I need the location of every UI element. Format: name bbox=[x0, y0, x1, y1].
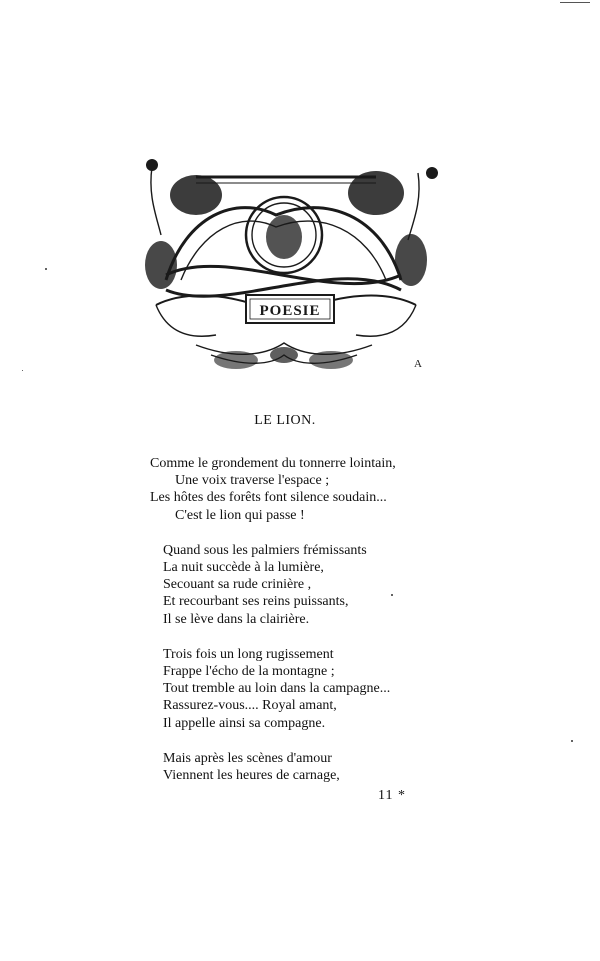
plate-letter: E bbox=[309, 303, 321, 319]
plate-letter: O bbox=[269, 303, 283, 319]
verse-line: Tout tremble au loin dans la campagne... bbox=[163, 681, 391, 697]
verse-line: Rassurez-vous.... Royal amant, bbox=[163, 698, 337, 714]
plate-letter: P bbox=[259, 303, 270, 319]
stanza bbox=[150, 750, 396, 784]
plate-letter: E bbox=[282, 303, 294, 319]
plate-letter: S bbox=[293, 303, 303, 319]
paper-speck bbox=[45, 268, 47, 270]
plate-letter: I bbox=[302, 303, 310, 319]
verse-line: Viennent les heures de carnage, bbox=[163, 768, 340, 784]
paper-speck bbox=[22, 370, 23, 371]
stanza bbox=[150, 646, 396, 732]
verse-line: Une voix traverse l'espace ; bbox=[175, 473, 330, 489]
verse-line: Il appelle ainsi sa compagne. bbox=[163, 715, 326, 731]
poem-body bbox=[150, 455, 396, 802]
stanza bbox=[150, 542, 396, 628]
signature-mark: 11 * bbox=[378, 788, 406, 803]
verse-line: Trois fois un long rugissement bbox=[163, 646, 334, 662]
verse-line: Et recourbant ses reins puissants, bbox=[163, 594, 349, 610]
verse-line: Comme le grondement du tonnerre lointain, bbox=[150, 456, 396, 471]
paper-speck bbox=[391, 594, 393, 596]
engraver-signature: A bbox=[414, 358, 422, 370]
verse-line: La nuit succède à la lumière, bbox=[163, 560, 324, 576]
verse-line: Frappe l'écho de la montagne ; bbox=[163, 664, 335, 680]
svg-text:POESIE bbox=[259, 303, 320, 319]
paper-speck bbox=[571, 740, 573, 742]
verse-line: Il se lève dans la clairière. bbox=[163, 611, 310, 627]
top-rule bbox=[560, 2, 590, 3]
verse-line: Quand sous les palmiers frémissants bbox=[163, 542, 367, 558]
verse-line: Secouant sa rude crinière , bbox=[163, 577, 312, 593]
verse-line: Mais après les scènes d'amour bbox=[163, 750, 332, 766]
poesie-vignette bbox=[126, 155, 442, 375]
verse-line: Les hôtes des forêts font silence soudain... bbox=[150, 490, 387, 506]
stanza bbox=[150, 455, 396, 524]
verse-line: C'est le lion qui passe ! bbox=[175, 507, 305, 523]
poem-title: LE LION. bbox=[254, 413, 316, 428]
